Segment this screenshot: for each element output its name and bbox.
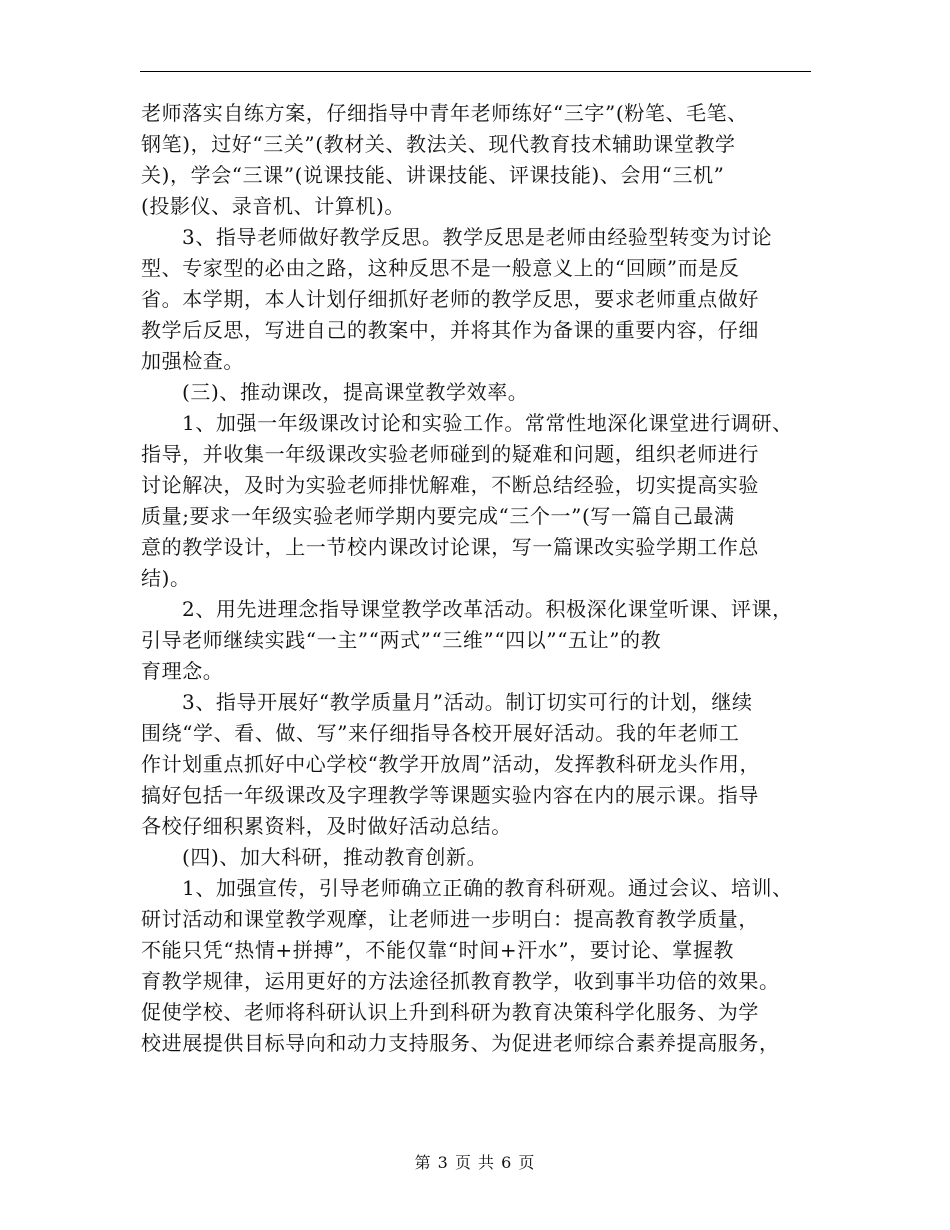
text-line: (投影仪、录音机、计算机)。: [141, 194, 406, 218]
text-line: 1、加强宣传，引导老师确立正确的教育科研观。通过会议、培训、: [182, 876, 793, 900]
text-line: 加强检查。: [141, 349, 244, 373]
text-line: 3、指导老师做好教学反思。教学反思是老师由经验型转变为讨论: [182, 225, 773, 249]
text-line: 引导老师继续实践“一主”“两式”“三维”“四以”“五让”的教: [141, 628, 662, 652]
text-line: 各校仔细积累资料，及时做好活动总结。: [141, 814, 512, 838]
text-line: 1、加强一年级课改讨论和实验工作。常常性地深化课堂进行调研、: [182, 411, 793, 435]
text-line: 3、指导开展好“教学质量月”活动。制订切实可行的计划，继续: [182, 690, 753, 714]
text-line: 教学后反思，写进自己的教案中，并将其作为备课的重要内容，仔细: [141, 318, 759, 342]
text-line: 省。本学期，本人计划仔细抓好老师的教学反思，要求老师重点做好: [141, 287, 759, 311]
header-rule: [140, 71, 811, 72]
text-line: 2、用先进理念指导课堂教学改革活动。积极深化课堂听课、评课，: [182, 597, 793, 621]
text-line: 校进展提供目标导向和动力支持服务、为促进老师综合素养提高服务，: [141, 1031, 780, 1055]
body-text: [141, 98, 823, 1059]
text-line: 关)，学会“三课”(说课技能、讲课技能、评课技能)、会用“三机”: [141, 163, 725, 187]
text-line: 讨论解决，及时为实验老师排忧解难，不断总结经验，切实提高实验: [141, 473, 759, 497]
page-number-footer: 第 3 页 共 6 页: [414, 1153, 536, 1172]
text-line: 不能只凭“热情+拼搏”，不能仅靠“时间+汗水”，要讨论、掌握教: [141, 938, 735, 962]
text-line: 意的教学设计，上一节校内课改讨论课，写一篇课改实验学期工作总: [141, 535, 759, 559]
text-line: 研讨活动和课堂教学观摩，让老师进一步明白：提高教育教学质量，: [141, 907, 759, 931]
text-line: (四)、加大科研，推动教育创新。: [182, 845, 488, 869]
text-line: 作计划重点抓好中心学校“教学开放周”活动，发挥教科研龙头作用，: [141, 752, 761, 776]
text-line: 质量;要求一年级实验老师学期内要完成“三个一”(写一篇自己最满: [141, 504, 735, 528]
text-line: 搞好包括一年级课改及字理教学等课题实验内容在内的展示课。指导: [141, 783, 759, 807]
text-line: 围绕“学、看、做、写”来仔细指导各校开展好活动。我的年老师工: [141, 721, 740, 745]
text-line: 结)。: [141, 566, 191, 590]
text-line: 老师落实自练方案，仔细指导中青年老师练好“三字”(粉笔、毛笔、: [141, 101, 748, 125]
text-line: 育教学规律，运用更好的方法途径抓教育教学，收到事半功倍的效果。: [141, 969, 780, 993]
text-line: 型、专家型的必由之路，这种反思不是一般意义上的“回顾”而是反: [141, 256, 740, 280]
text-line: 钢笔)，过好“三关”(教材关、教法关、现代教育技术辅助课堂教学: [141, 132, 736, 156]
text-line: 指导，并收集一年级课改实验老师碰到的疑难和问题，组织老师进行: [141, 442, 759, 466]
text-line: (三)、推动课改，提高课堂教学效率。: [182, 380, 529, 404]
text-line: 促使学校、老师将科研认识上升到科研为教育决策科学化服务、为学: [141, 1000, 759, 1024]
text-line: 育理念。: [141, 659, 224, 683]
